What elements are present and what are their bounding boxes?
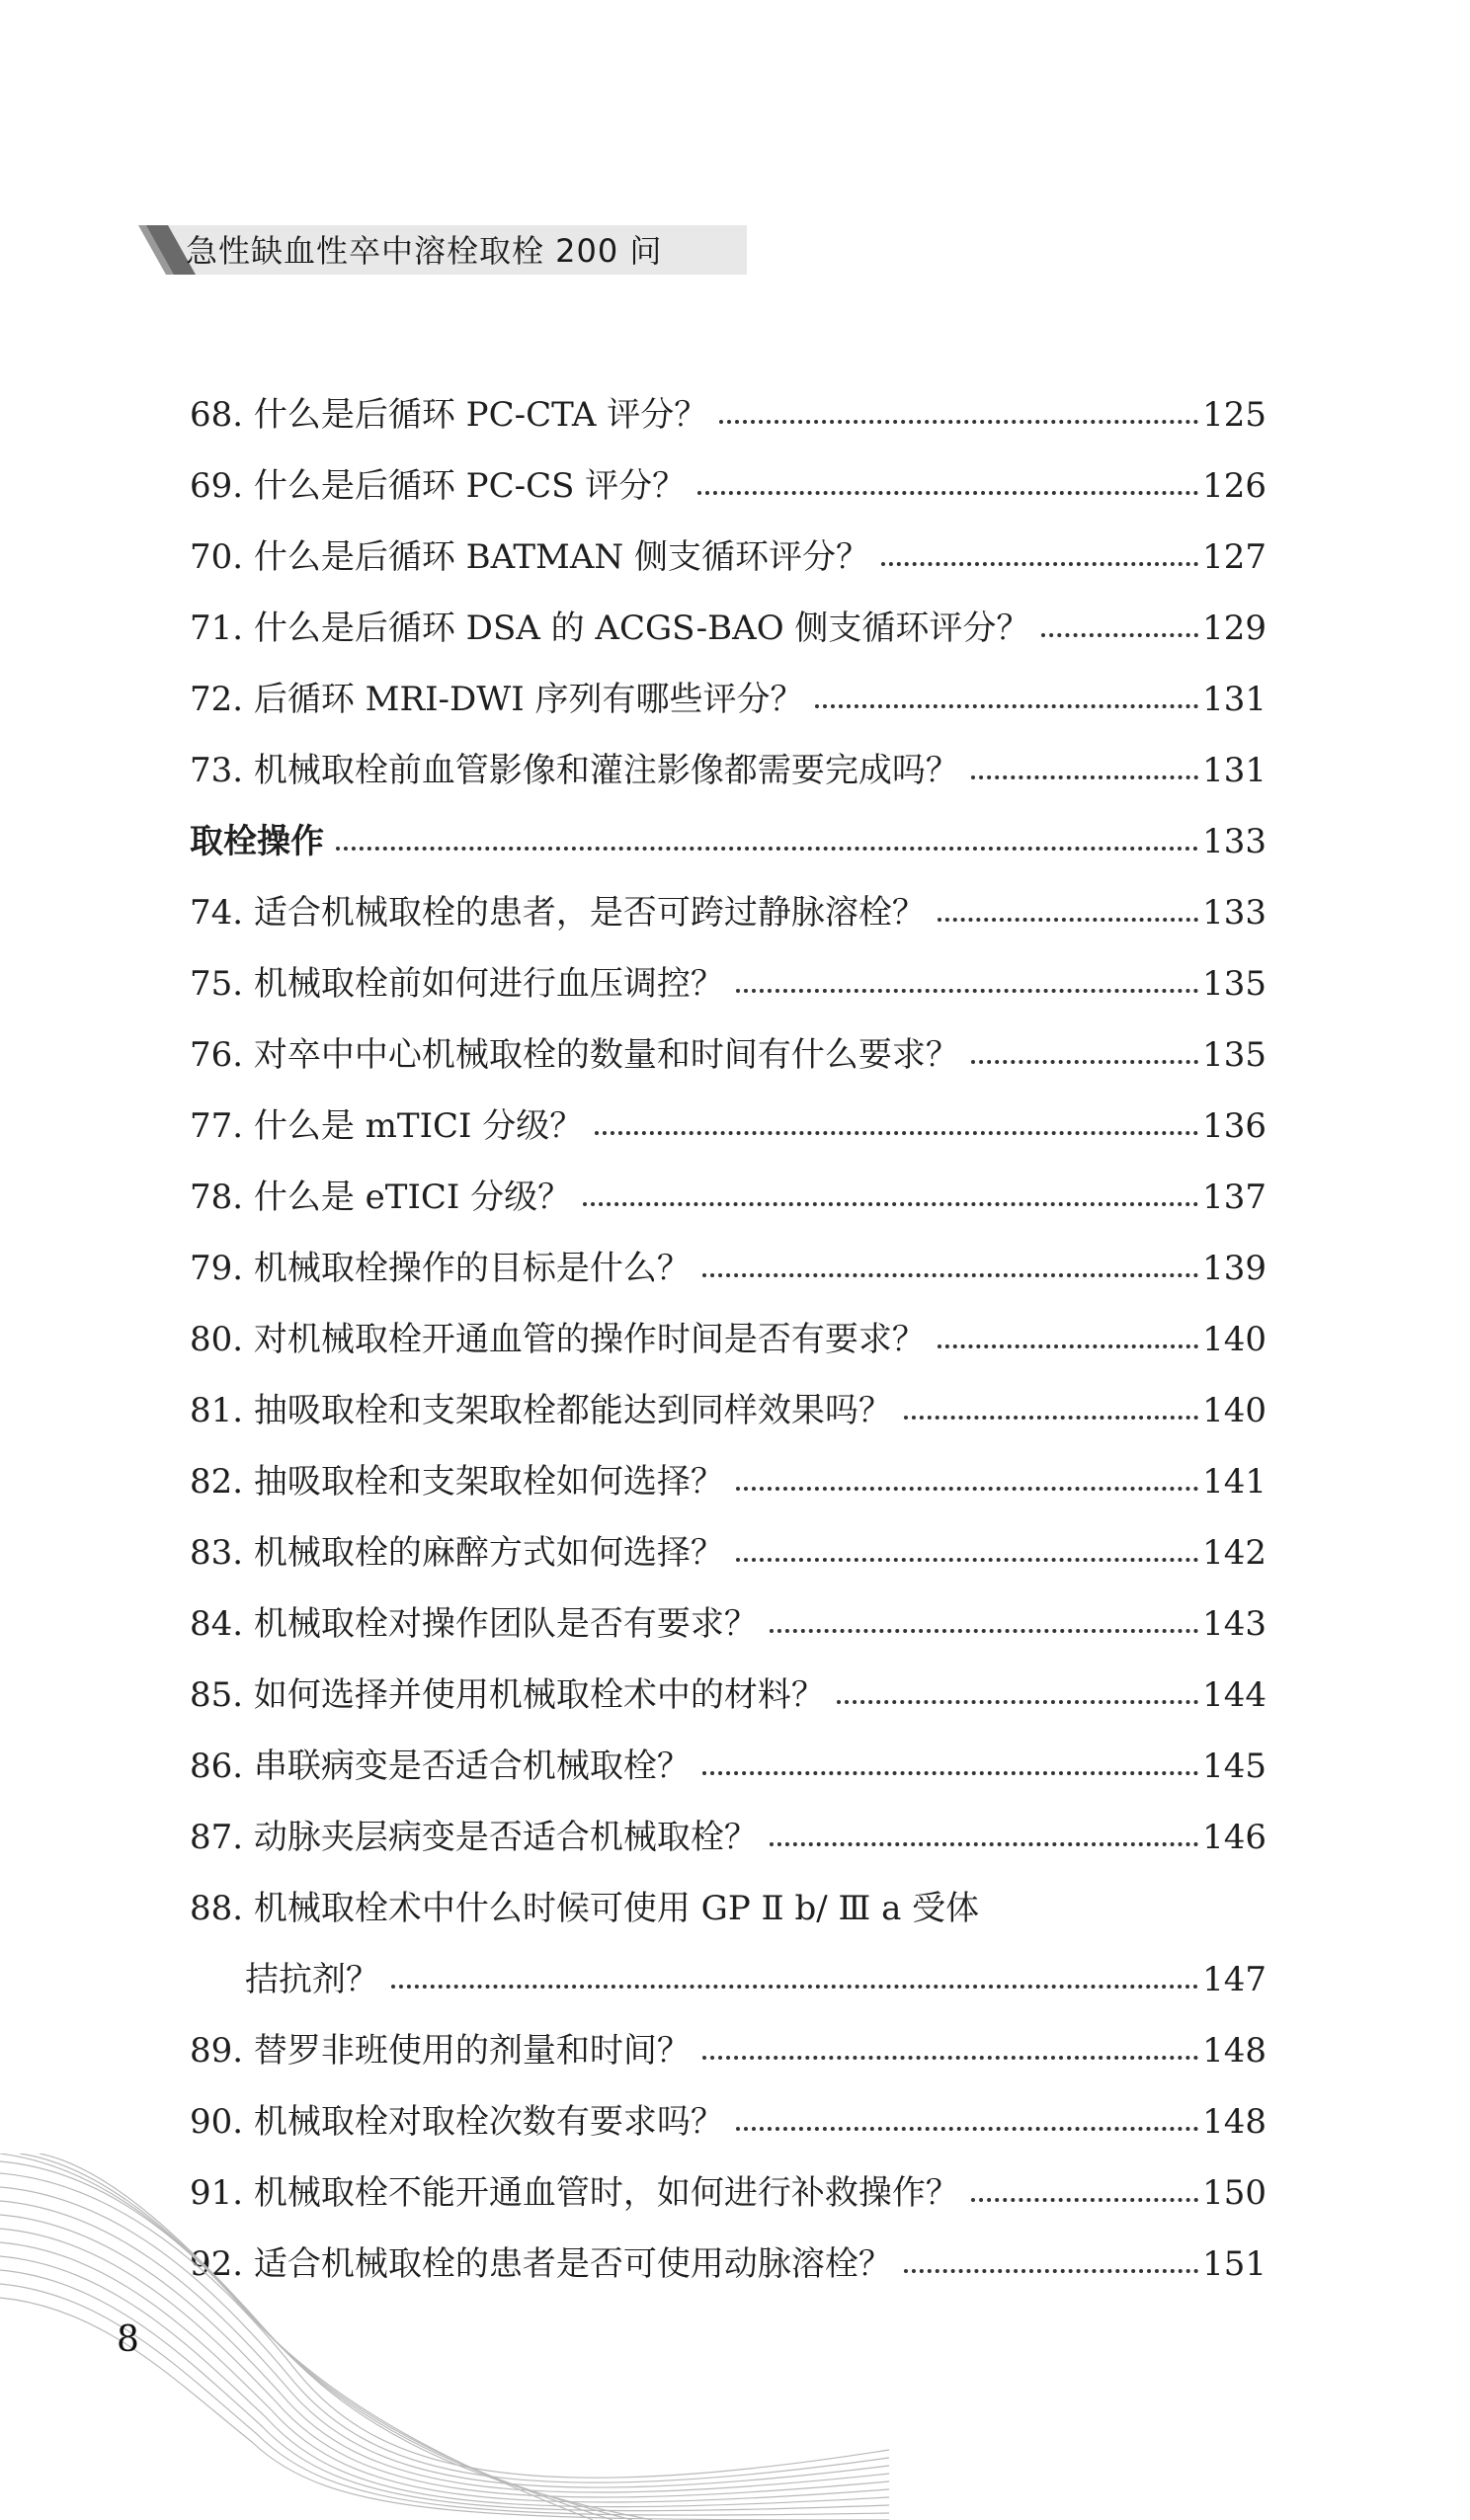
toc-entry-page: 147: [1202, 1960, 1266, 1999]
dot-leader: [904, 2269, 1198, 2273]
dot-leader: [336, 847, 1198, 851]
page-number: 8: [117, 2319, 139, 2360]
dot-leader: [938, 918, 1198, 922]
toc-entry-title: 69. 什么是后循环 PC-CS 评分？: [190, 466, 687, 506]
dot-leader: [971, 775, 1198, 779]
toc-entry-title: 76. 对卒中中心机械取栓的数量和时间有什么要求？: [190, 1035, 959, 1075]
toc-entry-page: 148: [1202, 2031, 1266, 2071]
toc-entry-page: 145: [1202, 1747, 1266, 1786]
dot-leader: [904, 1416, 1198, 1420]
dot-leader: [583, 1202, 1198, 1206]
toc-entry-title: 85. 如何选择并使用机械取栓术中的材料？: [190, 1675, 825, 1715]
toc-entry-88[interactable]: [190, 1873, 1266, 1944]
toc-entry-75[interactable]: [190, 948, 1266, 1019]
toc-entry-68[interactable]: [190, 379, 1266, 450]
toc-entry-title: 81. 抽吸取栓和支架取栓都能达到同样效果吗？: [190, 1391, 892, 1430]
dot-leader: [971, 2198, 1198, 2202]
toc-entry-page: 127: [1202, 537, 1266, 577]
toc-entry-73[interactable]: [190, 735, 1266, 806]
toc-section-title: 取栓操作: [190, 822, 324, 861]
dot-leader: [770, 1629, 1198, 1633]
toc-entry-page: 135: [1202, 1035, 1266, 1075]
toc-entry-84[interactable]: [190, 1588, 1266, 1660]
toc-entry-70[interactable]: [190, 522, 1266, 593]
toc-section-heading[interactable]: [190, 806, 1266, 877]
toc-entry-74[interactable]: [190, 877, 1266, 948]
toc-entry-title: 77. 什么是 mTICI 分级？: [190, 1106, 584, 1146]
toc-entry-86[interactable]: [190, 1731, 1266, 1802]
toc-entry-title: 88. 机械取栓术中什么时候可使用 GP Ⅱ b/ Ⅲ a 受体: [190, 1889, 980, 1928]
toc-entry-69[interactable]: [190, 450, 1266, 522]
toc-entry-title: 84. 机械取栓对操作团队是否有要求？: [190, 1604, 758, 1644]
toc-entry-title-continued: 拮抗剂？: [245, 1960, 379, 1999]
toc-entry-title: 79. 机械取栓操作的目标是什么？: [190, 1249, 691, 1288]
table-of-contents: [190, 379, 1266, 2300]
toc-entry-page: 141: [1202, 1462, 1266, 1502]
book-title: 急性缺血性卒中溶栓取栓 200 问: [186, 232, 663, 270]
dot-leader: [719, 420, 1198, 424]
toc-entry-title: 91. 机械取栓不能开通血管时，如何进行补救操作？: [190, 2173, 959, 2213]
toc-entry-page: 140: [1202, 1391, 1266, 1430]
toc-entry-88-continued[interactable]: [190, 1944, 1266, 2015]
toc-entry-title: 86. 串联病变是否适合机械取栓？: [190, 1747, 691, 1786]
dot-leader: [595, 1131, 1198, 1135]
toc-entry-title: 72. 后循环 MRI-DWI 序列有哪些评分？: [190, 680, 804, 719]
dot-leader: [881, 562, 1198, 566]
toc-entry-87[interactable]: [190, 1802, 1266, 1873]
dot-leader: [736, 1487, 1198, 1491]
toc-entry-page: 131: [1202, 751, 1266, 790]
toc-entry-page: 129: [1202, 609, 1266, 648]
toc-entry-page: 142: [1202, 1533, 1266, 1573]
toc-entry-page: 150: [1202, 2173, 1266, 2213]
running-header: [138, 225, 747, 275]
toc-entry-title: 87. 动脉夹层病变是否适合机械取栓？: [190, 1818, 758, 1857]
dot-leader: [815, 704, 1198, 708]
dot-leader: [697, 491, 1198, 495]
toc-entry-title: 75. 机械取栓前如何进行血压调控？: [190, 964, 724, 1004]
toc-entry-81[interactable]: [190, 1375, 1266, 1446]
dot-leader: [702, 1273, 1198, 1277]
toc-entry-90[interactable]: [190, 2086, 1266, 2157]
toc-entry-title: 73. 机械取栓前血管影像和灌注影像都需要完成吗？: [190, 751, 959, 790]
dot-leader: [736, 1558, 1198, 1562]
toc-section-page: 133: [1202, 822, 1266, 861]
toc-entry-page: 151: [1202, 2244, 1266, 2284]
toc-entry-80[interactable]: [190, 1304, 1266, 1375]
toc-entry-title: 78. 什么是 eTICI 分级？: [190, 1178, 572, 1217]
toc-entry-72[interactable]: [190, 664, 1266, 735]
toc-entry-83[interactable]: [190, 1517, 1266, 1588]
toc-entry-page: 135: [1202, 964, 1266, 1004]
dot-leader: [971, 1060, 1198, 1064]
toc-entry-title: 74. 适合机械取栓的患者，是否可跨过静脉溶栓？: [190, 893, 926, 933]
toc-entry-title: 71. 什么是后循环 DSA 的 ACGS-BAO 侧支循环评分？: [190, 609, 1030, 648]
toc-entry-page: 131: [1202, 680, 1266, 719]
toc-entry-71[interactable]: [190, 593, 1266, 664]
toc-entry-page: 126: [1202, 466, 1266, 506]
toc-entry-page: 125: [1202, 395, 1266, 435]
toc-entry-page: 144: [1202, 1675, 1266, 1715]
toc-entry-page: 143: [1202, 1604, 1266, 1644]
toc-entry-title: 80. 对机械取栓开通血管的操作时间是否有要求？: [190, 1320, 926, 1359]
toc-entry-page: 140: [1202, 1320, 1266, 1359]
toc-entry-title: 83. 机械取栓的麻醉方式如何选择？: [190, 1533, 724, 1573]
toc-entry-85[interactable]: [190, 1660, 1266, 1731]
dot-leader: [736, 2127, 1198, 2131]
toc-entry-title: 90. 机械取栓对取栓次数有要求吗？: [190, 2102, 724, 2142]
dot-leader: [736, 989, 1198, 993]
toc-entry-title: 82. 抽吸取栓和支架取栓如何选择？: [190, 1462, 724, 1502]
dot-leader: [837, 1700, 1198, 1704]
dot-leader: [702, 2056, 1198, 2060]
toc-entry-page: 136: [1202, 1106, 1266, 1146]
toc-entry-76[interactable]: [190, 1019, 1266, 1091]
toc-entry-78[interactable]: [190, 1162, 1266, 1233]
toc-entry-89[interactable]: [190, 2015, 1266, 2086]
toc-entry-page: 139: [1202, 1249, 1266, 1288]
toc-entry-title: 70. 什么是后循环 BATMAN 侧支循环评分？: [190, 537, 869, 577]
dot-leader: [702, 1771, 1198, 1775]
dot-leader: [1041, 633, 1198, 637]
dot-leader: [938, 1344, 1198, 1348]
toc-entry-title: 89. 替罗非班使用的剂量和时间？: [190, 2031, 691, 2071]
toc-entry-77[interactable]: [190, 1091, 1266, 1162]
toc-entry-page: 146: [1202, 1818, 1266, 1857]
toc-entry-page: 133: [1202, 893, 1266, 933]
toc-entry-title: 92. 适合机械取栓的患者是否可使用动脉溶栓？: [190, 2244, 892, 2284]
dot-leader: [391, 1985, 1198, 1989]
toc-entry-82[interactable]: [190, 1446, 1266, 1517]
toc-entry-page: 137: [1202, 1178, 1266, 1217]
dot-leader: [770, 1842, 1198, 1846]
toc-entry-page: 148: [1202, 2102, 1266, 2142]
toc-entry-title: 68. 什么是后循环 PC-CTA 评分？: [190, 395, 708, 435]
toc-entry-79[interactable]: [190, 1233, 1266, 1304]
